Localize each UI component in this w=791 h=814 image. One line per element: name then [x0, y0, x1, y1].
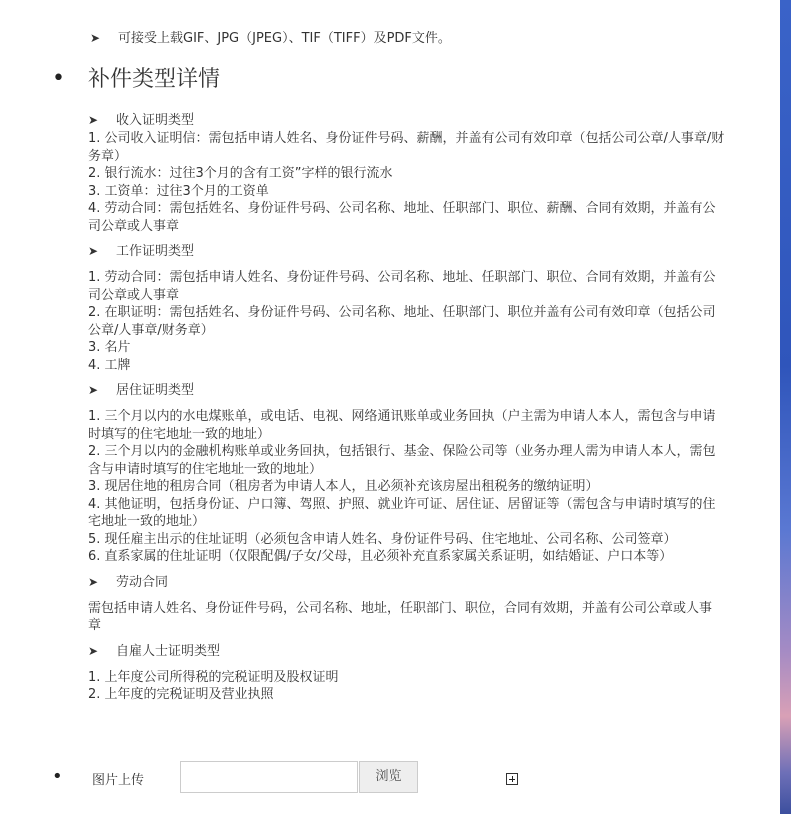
requirement-line: 3. 工资单：过往3个月的工资单	[88, 183, 269, 199]
group-heading	[88, 380, 768, 400]
requirement-line: 3. 名片	[88, 340, 131, 355]
file-type-note-text: 可接受上载GIF、JPG（JPEG）、TIF（TIFF）及PDF文件。	[118, 31, 451, 46]
requirement-line: 4. 工牌	[88, 357, 131, 373]
browse-button[interactable]: 浏览	[359, 761, 418, 793]
document-group	[88, 380, 768, 566]
arrow-bullet-icon: ➤	[90, 31, 101, 45]
file-path-input[interactable]	[180, 761, 358, 793]
arrow-bullet-icon: ➤	[88, 643, 99, 658]
document-type-groups	[88, 110, 768, 710]
requirement-line: 章	[88, 618, 102, 633]
group-heading	[88, 572, 768, 592]
document-group	[88, 241, 768, 374]
group-heading-text: 自雇人士证明类型	[116, 643, 221, 659]
group-heading	[88, 241, 768, 261]
background-image-strip	[780, 0, 791, 814]
requirement-line: 宅地址一致的地址）	[88, 514, 206, 529]
group-heading-text: 工作证明类型	[116, 244, 195, 259]
file-type-note	[90, 27, 451, 46]
requirement-line: 时填写的住宅地址一致的地址）	[88, 426, 271, 442]
section-title: 补件类型详情	[88, 67, 221, 92]
requirement-line: 务章）	[88, 148, 128, 164]
group-heading	[88, 641, 768, 661]
image-upload-row	[0, 760, 780, 796]
requirement-line: 司公章或人事章	[88, 287, 180, 303]
document-group	[88, 110, 768, 235]
requirement-line: 2. 银行流水：过往3个月的含有工资”字样的银行流水	[88, 166, 393, 181]
requirement-line: 1. 上年度公司所得税的完税证明及股权证明	[88, 669, 339, 685]
arrow-bullet-icon: ➤	[88, 244, 99, 258]
requirement-line: 5. 现任雇主出示的住址证明（必须包含申请人姓名、身份证件号码、住宅地址、公司名称、公司签章）	[88, 531, 677, 547]
requirement-line: 1. 三个月以内的水电煤账单，或电话、电视、网络通讯账单或业务回执（户主需为申请人本人，需包含与申请	[88, 409, 716, 424]
arrow-bullet-icon: ➤	[88, 574, 99, 589]
arrow-bullet-icon: ➤	[88, 383, 99, 397]
requirement-line: 2. 上年度的完税证明及营业执照	[88, 687, 274, 702]
group-heading-text: 收入证明类型	[116, 113, 195, 128]
requirement-line: 公章/人事章/财务章）	[88, 322, 214, 338]
requirement-line: 2. 三个月以内的金融机构账单或业务回执，包括银行、基金、保险公司等（业务办理人需为申请人本人，需包	[88, 444, 716, 459]
group-heading	[88, 110, 768, 130]
upload-bullet-icon: •	[52, 766, 63, 787]
requirement-line: 司公章或人事章	[88, 218, 180, 234]
requirement-line: 2. 在职证明：需包括姓名、身份证件号码、公司名称、地址、任职部门、职位并盖有公司有效印章（包括公司	[88, 305, 716, 320]
arrow-bullet-icon: ➤	[88, 113, 99, 127]
upload-label: 图片上传	[92, 773, 145, 788]
document-group	[88, 572, 768, 635]
clipped-previous-line	[120, 0, 460, 12]
document-group	[88, 641, 768, 704]
add-upload-icon[interactable]	[506, 773, 518, 785]
section-bullet-icon: •	[52, 66, 65, 91]
requirement-line: 3. 现居住地的租房合同（租房者为申请人本人，且必须补充该房屋出租税务的缴纳证明）	[88, 479, 599, 494]
requirement-line: 1. 劳动合同：需包括申请人姓名、身份证件号码、公司名称、地址、任职部门、职位、合同有效期，并盖有公	[88, 270, 716, 285]
requirement-line: 4. 其他证明，包括身份证、户口簿、驾照、护照、就业许可证、居住证、居留证等（需包含与申请时填写的住	[88, 496, 716, 512]
group-heading-text: 劳动合同	[116, 574, 169, 590]
requirement-line: 含与申请时填写的住宅地址一致的地址）	[88, 461, 323, 477]
requirement-line: 1. 公司收入证明信：需包括申请人姓名、身份证件号码、薪酬，并盖有公司有效印章（包括公司公章/人事章/财	[88, 131, 725, 146]
requirement-line: 6. 直系家属的住址证明（仅限配偶/子女/父母，且必须补充直系家属关系证明，如结婚证、户口本等）	[88, 549, 673, 564]
requirement-line: 4. 劳动合同：需包括姓名、身份证件号码、公司名称、地址、任职部门、职位、薪酬、合同有效期，并盖有公	[88, 201, 716, 216]
requirement-line: 需包括申请人姓名、身份证件号码，公司名称、地址，任职部门、职位，合同有效期，并盖有公司公章或人事	[88, 600, 713, 616]
group-heading-text: 居住证明类型	[116, 383, 195, 398]
